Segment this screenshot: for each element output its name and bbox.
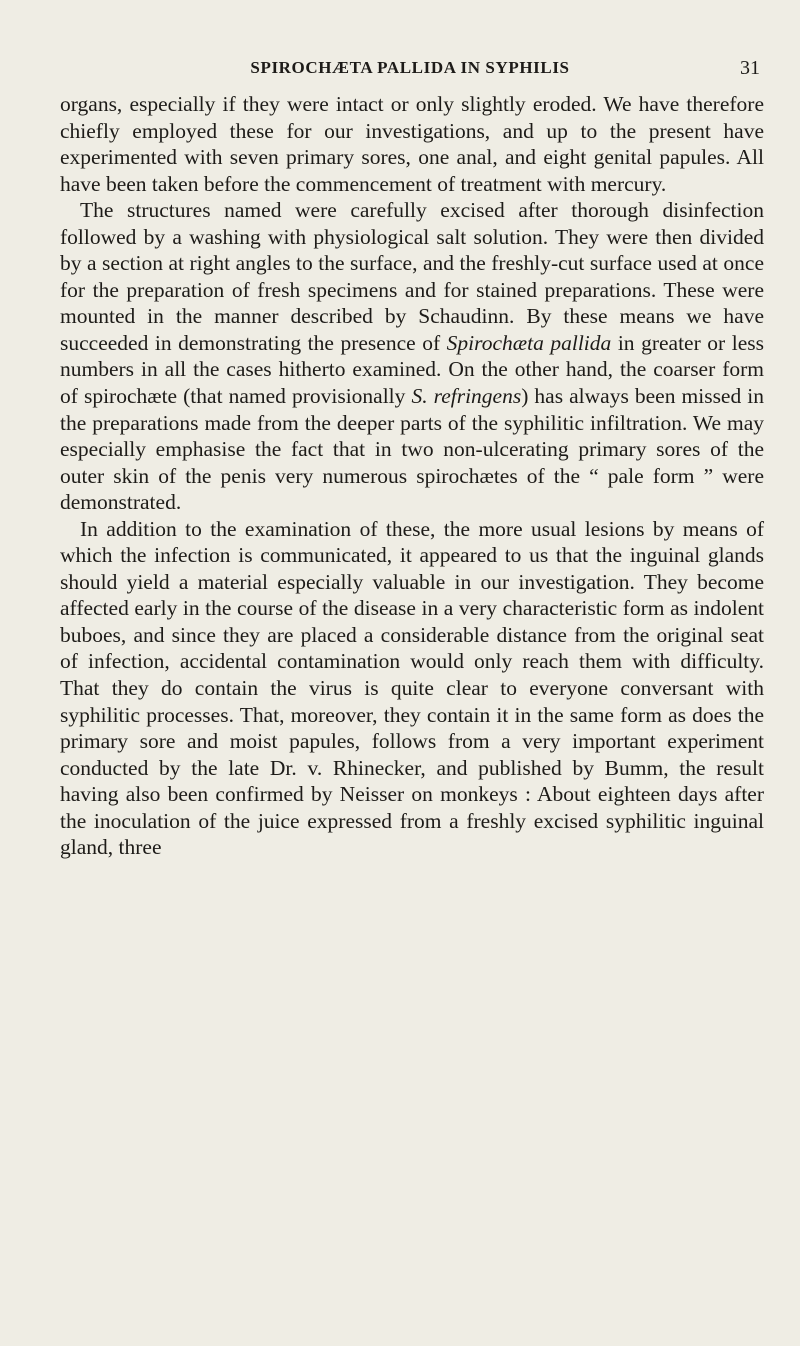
page-number: 31 [740,57,760,79]
paragraph-text: In addition to the examination of these, the more usual lesions by means of which the infection is communicated, it appeared to us that the inguinal glands should yield a material especially valuable in our investigation. They become affected early in the course of the disease in a very characteristic form as indolent buboes, and since they are placed a considerable distance from the original seat of infection, accidental contamination would only reach them with difficulty. That they do contain the virus is quite clear to everyone conversant with syphilitic processes. That, moreover, they contain it in the same form as does the primary sore and moist papules, follows from a very important experiment conducted by the late Dr. v. Rhinecker, and published by Bumm, the result having also been confirmed by Neisser on monkeys : About eighteen days after the inoculation of the juice expressed from a freshly excised syphilitic inguinal gland, three [60,516,764,860]
species-name-italic: Spirochæta pallida [446,330,612,355]
paragraph-text: The structures named were carefully excised after thorough disinfection followed by a washing with physiological salt solution. They were then divided by a section at right angles to the surface, and the freshly-cut surface used at once for the preparation of fresh specimens and for stained preparations. These were mounted in the manner described by Schaudinn. By these means we have succeeded in demonstrating the presence of [60,198,764,355]
paragraph-3 [60,516,764,861]
running-title: SPIROCHÆTA PALLIDA IN SYPHILIS [250,58,570,77]
body-text [60,91,764,861]
paragraph-text: ) has always been missed in the preparations made from the deeper parts of the syphilitic infiltration. We may especially emphasise the fact that in two non-ulcerating primary sores of the outer skin of the penis very numerous spirochætes of the “ pale form ” were demonstrated. [60,384,764,515]
running-head [60,58,760,82]
paragraph-text: organs, especially if they were intact or only slightly eroded. We have therefore chiefly employed these for our investigations, and up to the present have experimented with seven primary sores, one anal, and eight genital papules. All have been taken before the commencement of treatment with mercury. [60,92,764,196]
species-name-italic: S. refringens [411,384,522,409]
paragraph-2 [60,197,764,516]
paragraph-1 [60,91,764,197]
paragraph-text: in greater or less numbers in all the cases hitherto examined. On the other hand, the coarser form of spirochæte (that named provisionally [60,330,764,409]
